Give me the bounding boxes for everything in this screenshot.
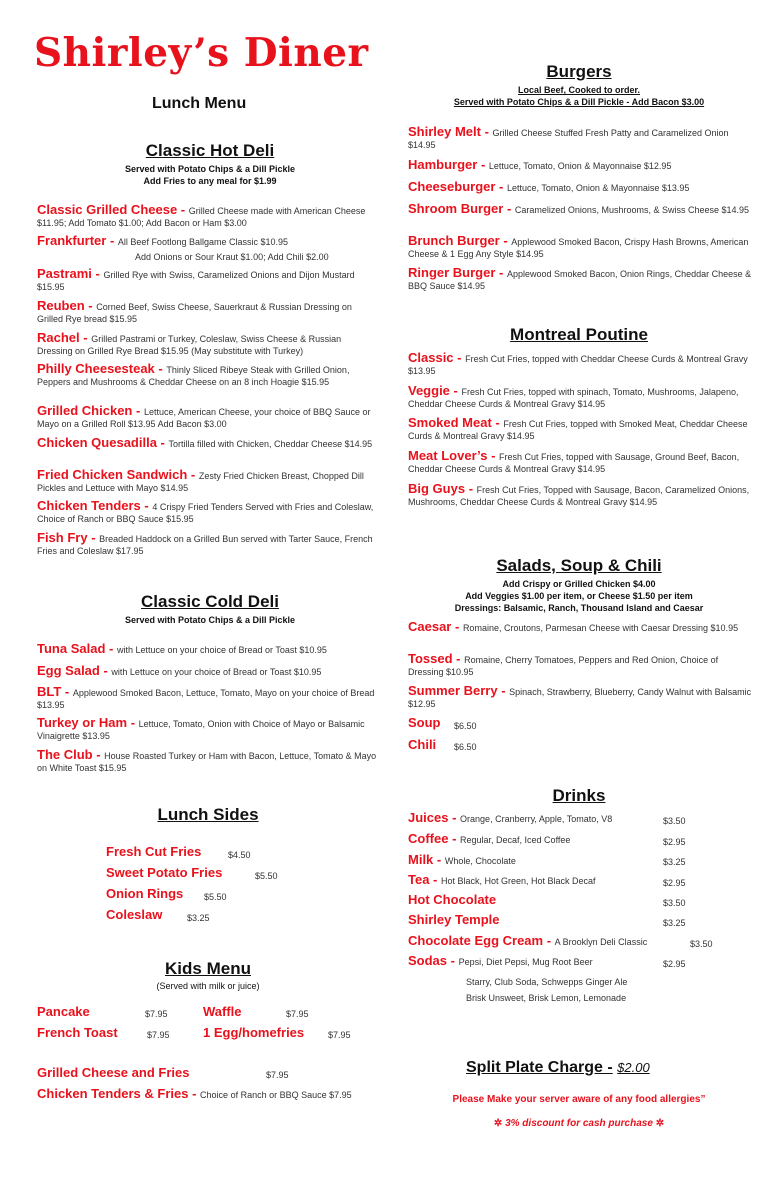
item-name: Onion Rings (106, 886, 184, 901)
item-desc: Grilled Pastrami or Turkey, Coleslaw, Swiss Cheese & Russian Dressing on Grilled Rye Bread $15.95 (May substitute with Turkey) (37, 334, 342, 357)
item-name: Waffle (203, 1004, 242, 1019)
soda-list-1: Starry, Club Soda, Schwepps Ginger Ale (466, 977, 628, 987)
item-name: Rachel (37, 330, 80, 345)
menu-item: Shirley Melt - Grilled Cheese Stuffed Fresh Patty and Caramelized Onion $14.95 (408, 124, 729, 151)
kids-price: $7.95 (286, 1009, 309, 1019)
item-desc: Fresh Cut Fries, topped with Cheddar Cheese Curds & Montreal Gravy $13.95 (408, 354, 748, 377)
item-desc: Choice of Ranch or BBQ Sauce $7.95 (200, 1090, 352, 1100)
kids-item (37, 1006, 90, 1019)
item-name: Shroom Burger (408, 201, 504, 216)
item-name: Smoked Meat (408, 415, 492, 430)
side-item (106, 909, 162, 922)
menu-item: Cheeseburger - Lettuce, Tomato, Onion & Mayonnaise $13.95 (408, 179, 690, 194)
menu-item: Fish Fry - Breaded Haddock on a Grilled Bun served with Tarter Sauce, French Fries and Coleslaw $17.95 (37, 530, 373, 557)
drink-price: $3.50 (690, 939, 713, 949)
sides-title: Lunch Sides (157, 805, 259, 824)
item-name: Veggie (408, 383, 450, 398)
item-name: Chocolate Egg Cream (408, 933, 544, 948)
cold-deli-note: Served with Potato Chips & a Dill Pickle (124, 615, 296, 625)
item-desc: Applewood Smoked Bacon, Lettuce, Tomato, Mayo on your choice of Bread $13.95 (37, 688, 375, 711)
item-name: Chicken Tenders (37, 498, 141, 513)
kids-price: $7.95 (266, 1070, 289, 1080)
star-icon: ✲ (655, 1118, 665, 1129)
item-desc: All Beef Footlong Ballgame Classic $10.95 (117, 237, 289, 247)
item-price: $6.50 (454, 742, 477, 752)
item-desc: Zesty Fried Chicken Breast, Chopped Dill Pickles and Lettuce with Mayo $14.95 (37, 471, 364, 494)
kids-item: Chicken Tenders & Fries - Choice of Ranch or BBQ Sauce $7.95 (37, 1086, 352, 1101)
menu-subtitle: Lunch Menu (152, 95, 247, 112)
item-name: Fresh Cut Fries (106, 844, 202, 859)
soda-list-2: Brisk Unsweet, Brisk Lemon, Lemonade (466, 993, 627, 1003)
menu-item: Turkey or Ham - Lettuce, Tomato, Onion with Choice of Mayo or Balsamic Vinaigrette $13.95 (37, 715, 365, 742)
item-desc: Romaine, Croutons, Parmesan Cheese with Caesar Dressing $10.95 (462, 623, 739, 633)
item-name: Fish Fry (37, 530, 88, 545)
side-price: $3.25 (187, 913, 210, 923)
item-desc: A Brooklyn Deli Classic (554, 937, 648, 947)
menu-item: Egg Salad - with Lettuce on your choice of Bread or Toast $10.95 (37, 663, 322, 678)
side-price: $5.50 (255, 871, 278, 881)
star-icon: ✲ (493, 1118, 503, 1129)
item-desc: Hot Black, Hot Green, Hot Black Decaf (441, 876, 596, 886)
item-desc: Romaine, Cherry Tomatoes, Peppers and Red Onion, Choice of Dressing $10.95 (408, 655, 719, 678)
drink-item: Chocolate Egg Cream - A Brooklyn Deli Classic (408, 933, 648, 948)
item-desc: Regular, Decaf, Iced Coffee (460, 835, 571, 845)
item-name: Soup (408, 715, 441, 730)
item-desc: with Lettuce on your choice of Bread or Toast $10.95 (111, 667, 322, 677)
item-name: Sweet Potato Fries (106, 865, 223, 880)
drink-item: Sodas - Pepsi, Diet Pepsi, Mug Root Beer (408, 953, 593, 968)
item-desc: Lettuce, Tomato, Onion & Mayonnaise $13.95 (506, 183, 690, 193)
item-desc: Lettuce, Tomato, Onion with Choice of Mayo or Balsamic Vinaigrette $13.95 (37, 719, 365, 742)
item-desc-extra: Add Onions or Sour Kraut $1.00; Add Chili $2.00 (135, 252, 329, 262)
drink-item: Tea - Hot Black, Hot Green, Hot Black Decaf (408, 872, 596, 887)
item-name: Coffee (408, 831, 449, 846)
drink-item: Milk - Whole, Chocolate (408, 852, 516, 867)
allergy-notice: Please Make your server aware of any food allergies” (452, 1094, 706, 1105)
item-desc: Fresh Cut Fries, topped with Sausage, Ground Beef, Bacon, Cheddar Cheese Curds & Montreal Gravy $14.95 (408, 452, 740, 475)
kids-price: $7.95 (147, 1030, 170, 1040)
kids-item (37, 1027, 118, 1040)
side-item (106, 888, 183, 901)
item-desc: House Roasted Turkey or Ham with Bacon, Lettuce, Tomato & Mayo on White Toast $15.95 (37, 751, 377, 774)
menu-item: Fried Chicken Sandwich - Zesty Fried Chicken Breast, Chopped Dill Pickles and Lettuce with Mayo $14.95 (37, 467, 364, 494)
drink-item (408, 894, 496, 907)
item-desc: Lettuce, Tomato, Onion & Mayonnaise $12.95 (488, 161, 672, 171)
item-desc: Tortilla filled with Chicken, Cheddar Cheese $14.95 (168, 439, 373, 449)
menu-item: Big Guys - Fresh Cut Fries, Topped with Sausage, Bacon, Caramelized Onions, Mushrooms, Cheddar Cheese Curds & Montreal Gravy $14.95 (408, 481, 750, 508)
item-desc: Grilled Cheese made with American Cheese $11.95; Add Tomato $1.00; Add Bacon or Ham $3.00 (37, 206, 366, 229)
item-desc: Fresh Cut Fries, topped with Smoked Meat, Cheddar Cheese Curds & Montreal Gravy $14.95 (408, 419, 748, 442)
kids-item (37, 1067, 189, 1080)
drink-price: $3.50 (663, 898, 686, 908)
item-name: Hamburger (408, 157, 478, 172)
item-name: Classic (408, 350, 454, 365)
menu-item: Philly Cheesesteak - Thinly Sliced Ribeye Steak with Grilled Onion, Peppers and Mushrooms & Cheddar Cheese on an 8 inch Hoagie $15.95 (37, 361, 350, 388)
item-desc: Orange, Cranberry, Apple, Tomato, V8 (460, 814, 613, 824)
item-name: Hot Chocolate (408, 892, 497, 907)
side-price: $5.50 (204, 892, 227, 902)
item-name: Big Guys (408, 481, 466, 496)
item-desc: Fresh Cut Fries, Topped with Sausage, Bacon, Caramelized Onions, Mushrooms, Cheddar Cheese Curds & Montreal Gravy $14.95 (408, 485, 750, 508)
side-price: $4.50 (228, 850, 251, 860)
item-desc: Fresh Cut Fries, topped with spinach, Tomato, Mushrooms, Jalapeno, Cheddar Cheese Curds & Montreal Gravy $14.95 (408, 387, 739, 410)
item-name: Grilled Chicken (37, 403, 133, 418)
cash-discount (384, 1118, 774, 1129)
item-name: Shirley Melt (408, 124, 481, 139)
item-name: Chicken Quesadilla (37, 435, 157, 450)
item-desc: Applewood Smoked Bacon, Onion Rings, Cheddar Cheese & BBQ Sauce $14.95 (408, 269, 752, 292)
item-name: Coleslaw (106, 907, 163, 922)
item-name: Turkey or Ham (37, 715, 128, 730)
menu-item: The Club - House Roasted Turkey or Ham with Bacon, Lettuce, Tomato & Mayo on White Toast $15.95 (37, 747, 377, 774)
drink-item: Coffee - Regular, Decaf, Iced Coffee (408, 831, 571, 846)
menu-item: Brunch Burger - Applewood Smoked Bacon, Crispy Hash Browns, American Cheese & 1 Egg Any Style $14.95 (408, 233, 749, 260)
item-name: French Toast (37, 1025, 118, 1040)
item-name: Chicken Tenders & Fries (37, 1086, 189, 1101)
menu-item: Tuna Salad - with Lettuce on your choice of Bread or Toast $10.95 (37, 641, 327, 656)
menu-item (408, 717, 441, 730)
item-name: Frankfurter (37, 233, 107, 248)
item-name: Chili (408, 737, 437, 752)
item-desc: Thinly Sliced Ribeye Steak with Grilled Onion, Peppers and Mushrooms & Cheddar Cheese on an 8 inch Hoagie $15.95 (37, 365, 350, 388)
item-name: Grilled Cheese and Fries (37, 1065, 190, 1080)
item-name: Brunch Burger (408, 233, 500, 248)
drink-price: $2.95 (663, 959, 686, 969)
item-price: $6.50 (454, 721, 477, 731)
menu-item (408, 739, 436, 752)
menu-item: BLT - Applewood Smoked Bacon, Lettuce, Tomato, Mayo on your choice of Bread $13.95 (37, 684, 375, 711)
item-name: Tuna Salad (37, 641, 106, 656)
drink-price: $3.25 (663, 857, 686, 867)
item-name: Fried Chicken Sandwich (37, 467, 188, 482)
salads-note: Add Crispy or Grilled Chicken $4.00 Add Veggies $1.00 per item, or Cheese $1.50 per item Dressings: Balsamic, Ranch, Thousand Island and Caesar (454, 579, 704, 613)
item-desc: Applewood Smoked Bacon, Crispy Hash Browns, American Cheese & 1 Egg Any Style $14.95 (408, 237, 749, 260)
menu-item: Meat Lover’s - Fresh Cut Fries, topped with Sausage, Ground Beef, Bacon, Cheddar Cheese Curds & Montreal Gravy $14.95 (408, 448, 740, 475)
item-name: Shirley Temple (408, 912, 500, 927)
burgers-note: Local Beef, Cooked to order. Served with Potato Chips & a Dill Pickle - Add Bacon $3.00 (453, 85, 705, 107)
menu-item: Tossed - Romaine, Cherry Tomatoes, Peppers and Red Onion, Choice of Dressing $10.95 (408, 651, 719, 678)
menu-item: Frankfurter - All Beef Footlong Ballgame Classic $10.95 (37, 233, 289, 248)
split-plate-label: Split Plate Charge - (466, 1059, 613, 1076)
cold-deli-title: Classic Cold Deli (141, 592, 279, 611)
drinks-title: Drinks (552, 786, 606, 805)
menu-item: Grilled Chicken - Lettuce, American Cheese, your choice of BBQ Sauce or Mayo on a Grilled Roll $13.95 Add Bacon $3.00 (37, 403, 371, 430)
poutine-title: Montreal Poutine (510, 325, 648, 344)
item-desc: 4 Crispy Fried Tenders Served with Fries and Coleslaw, Choice of Ranch or BBQ Sauce $15.95 (37, 502, 374, 525)
item-desc: Lettuce, American Cheese, your choice of BBQ Sauce or Mayo on a Grilled Roll $13.95 Add Bacon $3.00 (37, 407, 371, 430)
item-desc: with Lettuce on your choice of Bread or Toast $10.95 (116, 645, 327, 655)
split-plate-charge (466, 1059, 650, 1077)
kids-note: (Served with milk or juice) (156, 981, 260, 991)
side-item (106, 846, 201, 859)
item-name: Sodas (408, 953, 448, 968)
item-desc: Spinach, Strawberry, Blueberry, Candy Walnut with Balsamic $12.95 (408, 687, 752, 710)
menu-item: Rachel - Grilled Pastrami or Turkey, Coleslaw, Swiss Cheese & Russian Dressing on Grilled Rye Bread $15.95 (May substitute with Turkey) (37, 330, 342, 357)
menu-item: Classic - Fresh Cut Fries, topped with Cheddar Cheese Curds & Montreal Gravy $13.95 (408, 350, 748, 377)
item-name: Juices (408, 810, 449, 825)
item-desc: Caramelized Onions, Mushrooms, & Swiss Cheese $14.95 (514, 205, 750, 215)
item-name: Tea (408, 872, 430, 887)
burgers-title: Burgers (546, 62, 612, 81)
menu-item: Ringer Burger - Applewood Smoked Bacon, Onion Rings, Cheddar Cheese & BBQ Sauce $14.95 (408, 265, 752, 292)
menu-item: Reuben - Corned Beef, Swiss Cheese, Sauerkraut & Russian Dressing on Grilled Rye bread $15.95 (37, 298, 352, 325)
item-desc: Whole, Chocolate (444, 856, 516, 866)
drink-price: $3.50 (663, 816, 686, 826)
item-name: Tossed (408, 651, 453, 666)
item-name: Philly Cheesesteak (37, 361, 155, 376)
menu-item: Chicken Quesadilla - Tortilla filled with Chicken, Cheddar Cheese $14.95 (37, 435, 373, 450)
menu-item: Caesar - Romaine, Croutons, Parmesan Cheese with Caesar Dressing $10.95 (408, 619, 739, 634)
menu-item: Chicken Tenders - 4 Crispy Fried Tenders Served with Fries and Coleslaw, Choice of Ranch or BBQ Sauce $15.95 (37, 498, 374, 525)
item-name: Pancake (37, 1004, 90, 1019)
item-name: Pastrami (37, 266, 92, 281)
menu-item: Hamburger - Lettuce, Tomato, Onion & Mayonnaise $12.95 (408, 157, 672, 172)
item-name: BLT (37, 684, 62, 699)
restaurant-name: Shirley’s Diner (34, 30, 369, 76)
kids-item (203, 1006, 242, 1019)
item-name: Cheeseburger (408, 179, 496, 194)
side-item (106, 867, 222, 880)
drink-item (408, 914, 500, 927)
kids-title: Kids Menu (165, 959, 251, 978)
menu-item: Veggie - Fresh Cut Fries, topped with spinach, Tomato, Mushrooms, Jalapeno, Cheddar Cheese Curds & Montreal Gravy $14.95 (408, 383, 739, 410)
item-name: Milk (408, 852, 434, 867)
menu-item: Classic Grilled Cheese - Grilled Cheese made with American Cheese $11.95; Add Tomato $1.00; Add Bacon or Ham $3.00 (37, 202, 366, 229)
item-name: Classic Grilled Cheese (37, 202, 178, 217)
kids-item (203, 1027, 304, 1040)
item-name: Caesar (408, 619, 452, 634)
menu-item: Summer Berry - Spinach, Strawberry, Blueberry, Candy Walnut with Balsamic $12.95 (408, 683, 752, 710)
item-desc: Breaded Haddock on a Grilled Bun served with Tarter Sauce, French Fries and Coleslaw $17.95 (37, 534, 373, 557)
item-name: Egg Salad (37, 663, 100, 678)
split-plate-price: $2.00 (617, 1060, 650, 1075)
item-name: The Club (37, 747, 93, 762)
salads-title: Salads, Soup & Chili (496, 556, 662, 575)
drink-price: $2.95 (663, 878, 686, 888)
menu-item: Pastrami - Grilled Rye with Swiss, Caramelized Onions and Dijon Mustard $15.95 (37, 266, 355, 293)
drink-price: $3.25 (663, 918, 686, 928)
menu-item: Smoked Meat - Fresh Cut Fries, topped with Smoked Meat, Cheddar Cheese Curds & Montreal Gravy $14.95 (408, 415, 748, 442)
menu-item: Shroom Burger - Caramelized Onions, Mushrooms, & Swiss Cheese $14.95 (408, 201, 750, 216)
item-desc: Grilled Cheese Stuffed Fresh Patty and Caramelized Onion $14.95 (408, 128, 729, 151)
item-name: 1 Egg/homefries (203, 1025, 305, 1040)
hot-deli-note: Served with Potato Chips & a Dill Pickle Add Fries to any meal for $1.99 (124, 164, 296, 186)
kids-price: $7.95 (145, 1009, 168, 1019)
item-name: Reuben (37, 298, 85, 313)
item-name: Meat Lover’s (408, 448, 488, 463)
hot-deli-title: Classic Hot Deli (145, 141, 275, 160)
item-desc: Pepsi, Diet Pepsi, Mug Root Beer (458, 957, 593, 967)
item-desc: Grilled Rye with Swiss, Caramelized Onions and Dijon Mustard $15.95 (37, 270, 355, 293)
kids-price: $7.95 (328, 1030, 351, 1040)
item-desc: Corned Beef, Swiss Cheese, Sauerkraut & Russian Dressing on Grilled Rye bread $15.95 (37, 302, 352, 325)
item-name: Summer Berry (408, 683, 498, 698)
drink-item: Juices - Orange, Cranberry, Apple, Tomato, V8 (408, 810, 613, 825)
cash-discount-text: 3% discount for cash purchase (505, 1118, 653, 1129)
drink-price: $2.95 (663, 837, 686, 847)
item-name: Ringer Burger (408, 265, 496, 280)
